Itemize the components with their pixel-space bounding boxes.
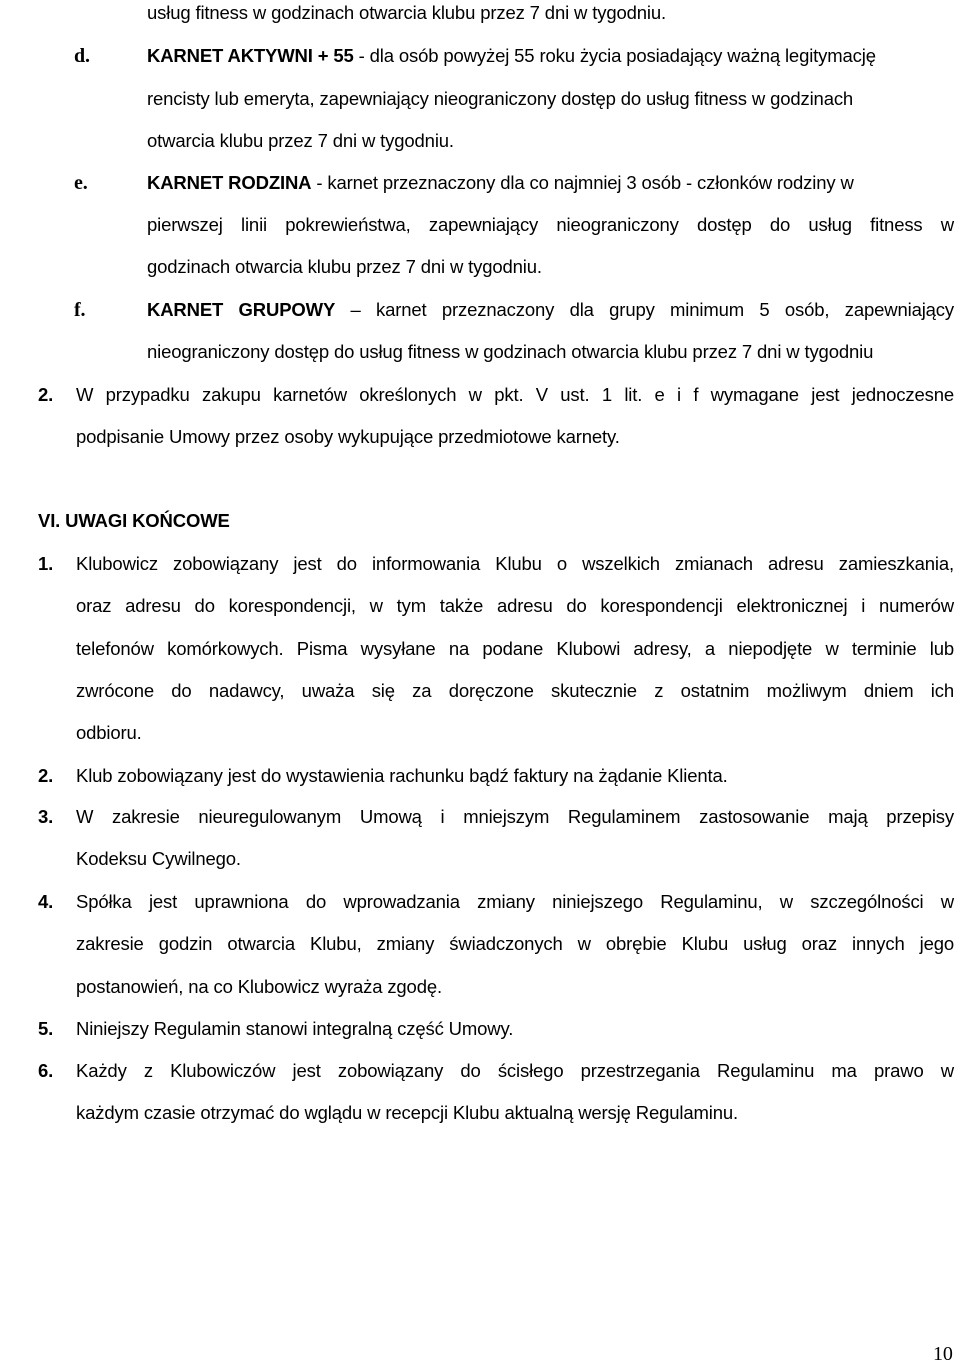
- section-item-line: telefonów komórkowych. Pisma wysyłane na podane Klubowi adresy, a niepodjęte w terminie lub: [76, 638, 954, 659]
- section-item-line: Spółka jest uprawniona do wprowadzania zmiany niniejszego Regulaminu, w szczególności w: [76, 891, 954, 912]
- section-item-line: Klubowicz zobowiązany jest do informowania Klubu o wszelkich zmianach adresu zamieszkania,: [76, 553, 954, 574]
- section-item-number: 3.: [38, 806, 54, 827]
- list-marker-d: d.: [74, 45, 90, 67]
- section-item-number: 4.: [38, 891, 54, 912]
- point-2-line-1: W przypadku zakupu karnetów określonych w pkt. V ust. 1 lit. e i f wymagane jest jednoczesne: [76, 384, 954, 405]
- list-marker-f: f.: [74, 299, 86, 321]
- karnet-title-e: KARNET RODZINA: [147, 172, 312, 193]
- section-item-line: oraz adresu do korespondencji, w tym także adresu do korespondencji elektronicznej i numerów: [76, 595, 954, 616]
- point-2-line-2: podpisanie Umowy przez osoby wykupujące przedmiotowe karnety.: [76, 426, 620, 447]
- section-item-number: 5.: [38, 1018, 54, 1039]
- list-item-f-line-2: nieograniczony dostęp do usług fitness w godzinach otwarcia klubu przez 7 dni w tygodniu: [147, 341, 874, 362]
- section-item-line: Niniejszy Regulamin stanowi integralną część Umowy.: [76, 1018, 514, 1039]
- list-item-d-line-3: otwarcia klubu przez 7 dni w tygodniu.: [147, 130, 454, 151]
- section-item-line: zakresie godzin otwarcia Klubu, zmiany świadczonych w obrębie Klubu usług oraz innych jego: [76, 933, 954, 954]
- list-item-d-line-2: rencisty lub emeryta, zapewniający nieograniczony dostęp do usług fitness w godzinach: [147, 88, 854, 109]
- section-item-line: odbioru.: [76, 722, 142, 743]
- section-item-number: 1.: [38, 553, 54, 574]
- section-item-number: 2.: [38, 765, 54, 786]
- page-number: 10: [933, 1343, 953, 1365]
- list-item-f-line-1: [147, 299, 954, 321]
- section-item-line: Kodeksu Cywilnego.: [76, 848, 241, 869]
- point-number-2: 2.: [38, 384, 54, 405]
- section-item-line: postanowień, na co Klubowicz wyraża zgodę.: [76, 976, 442, 997]
- section-item-number: 6.: [38, 1060, 54, 1081]
- section-item-line: W zakresie nieuregulowanym Umową i mniejszym Regulaminem zastosowanie mają przepisy: [76, 806, 954, 827]
- list-item-d-text: - dla osób powyżej 55 roku życia posiadający ważną legitymację: [353, 45, 876, 66]
- list-item-continuation: usług fitness w godzinach otwarcia klubu przez 7 dni w tygodniu.: [147, 2, 666, 23]
- section-item-line: każdym czasie otrzymać do wglądu w recepcji Klubu aktualną wersję Regulaminu.: [76, 1102, 738, 1123]
- section-item-line: zwrócone do nadawcy, uważa się za doręczone skutecznie z ostatnim możliwym dniem ich: [76, 680, 954, 701]
- list-marker-e: e.: [74, 172, 88, 194]
- section-heading: VI. UWAGI KOŃCOWE: [38, 510, 230, 531]
- list-item-f-text: – karnet przeznaczony dla grupy minimum 5 osób, zapewniający: [335, 299, 955, 320]
- karnet-title-f: KARNET GRUPOWY: [147, 299, 336, 320]
- list-item-e-line-2: pierwszej linii pokrewieństwa, zapewniający nieograniczony dostęp do usług fitness w: [147, 214, 954, 235]
- list-item-d-line-1: [147, 45, 876, 67]
- section-item-line: Każdy z Klubowiczów jest zobowiązany do ścisłego przestrzegania Regulaminu ma prawo w: [76, 1060, 954, 1081]
- list-item-e-line-1: [147, 172, 854, 194]
- section-item-line: Klub zobowiązany jest do wystawienia rachunku bądź faktury na żądanie Klienta.: [76, 765, 728, 786]
- karnet-title-d: KARNET AKTYWNI + 55: [147, 45, 354, 66]
- list-item-e-line-3: godzinach otwarcia klubu przez 7 dni w tygodniu.: [147, 256, 542, 277]
- list-item-e-text: - karnet przeznaczony dla co najmniej 3 osób - członków rodziny w: [311, 172, 854, 193]
